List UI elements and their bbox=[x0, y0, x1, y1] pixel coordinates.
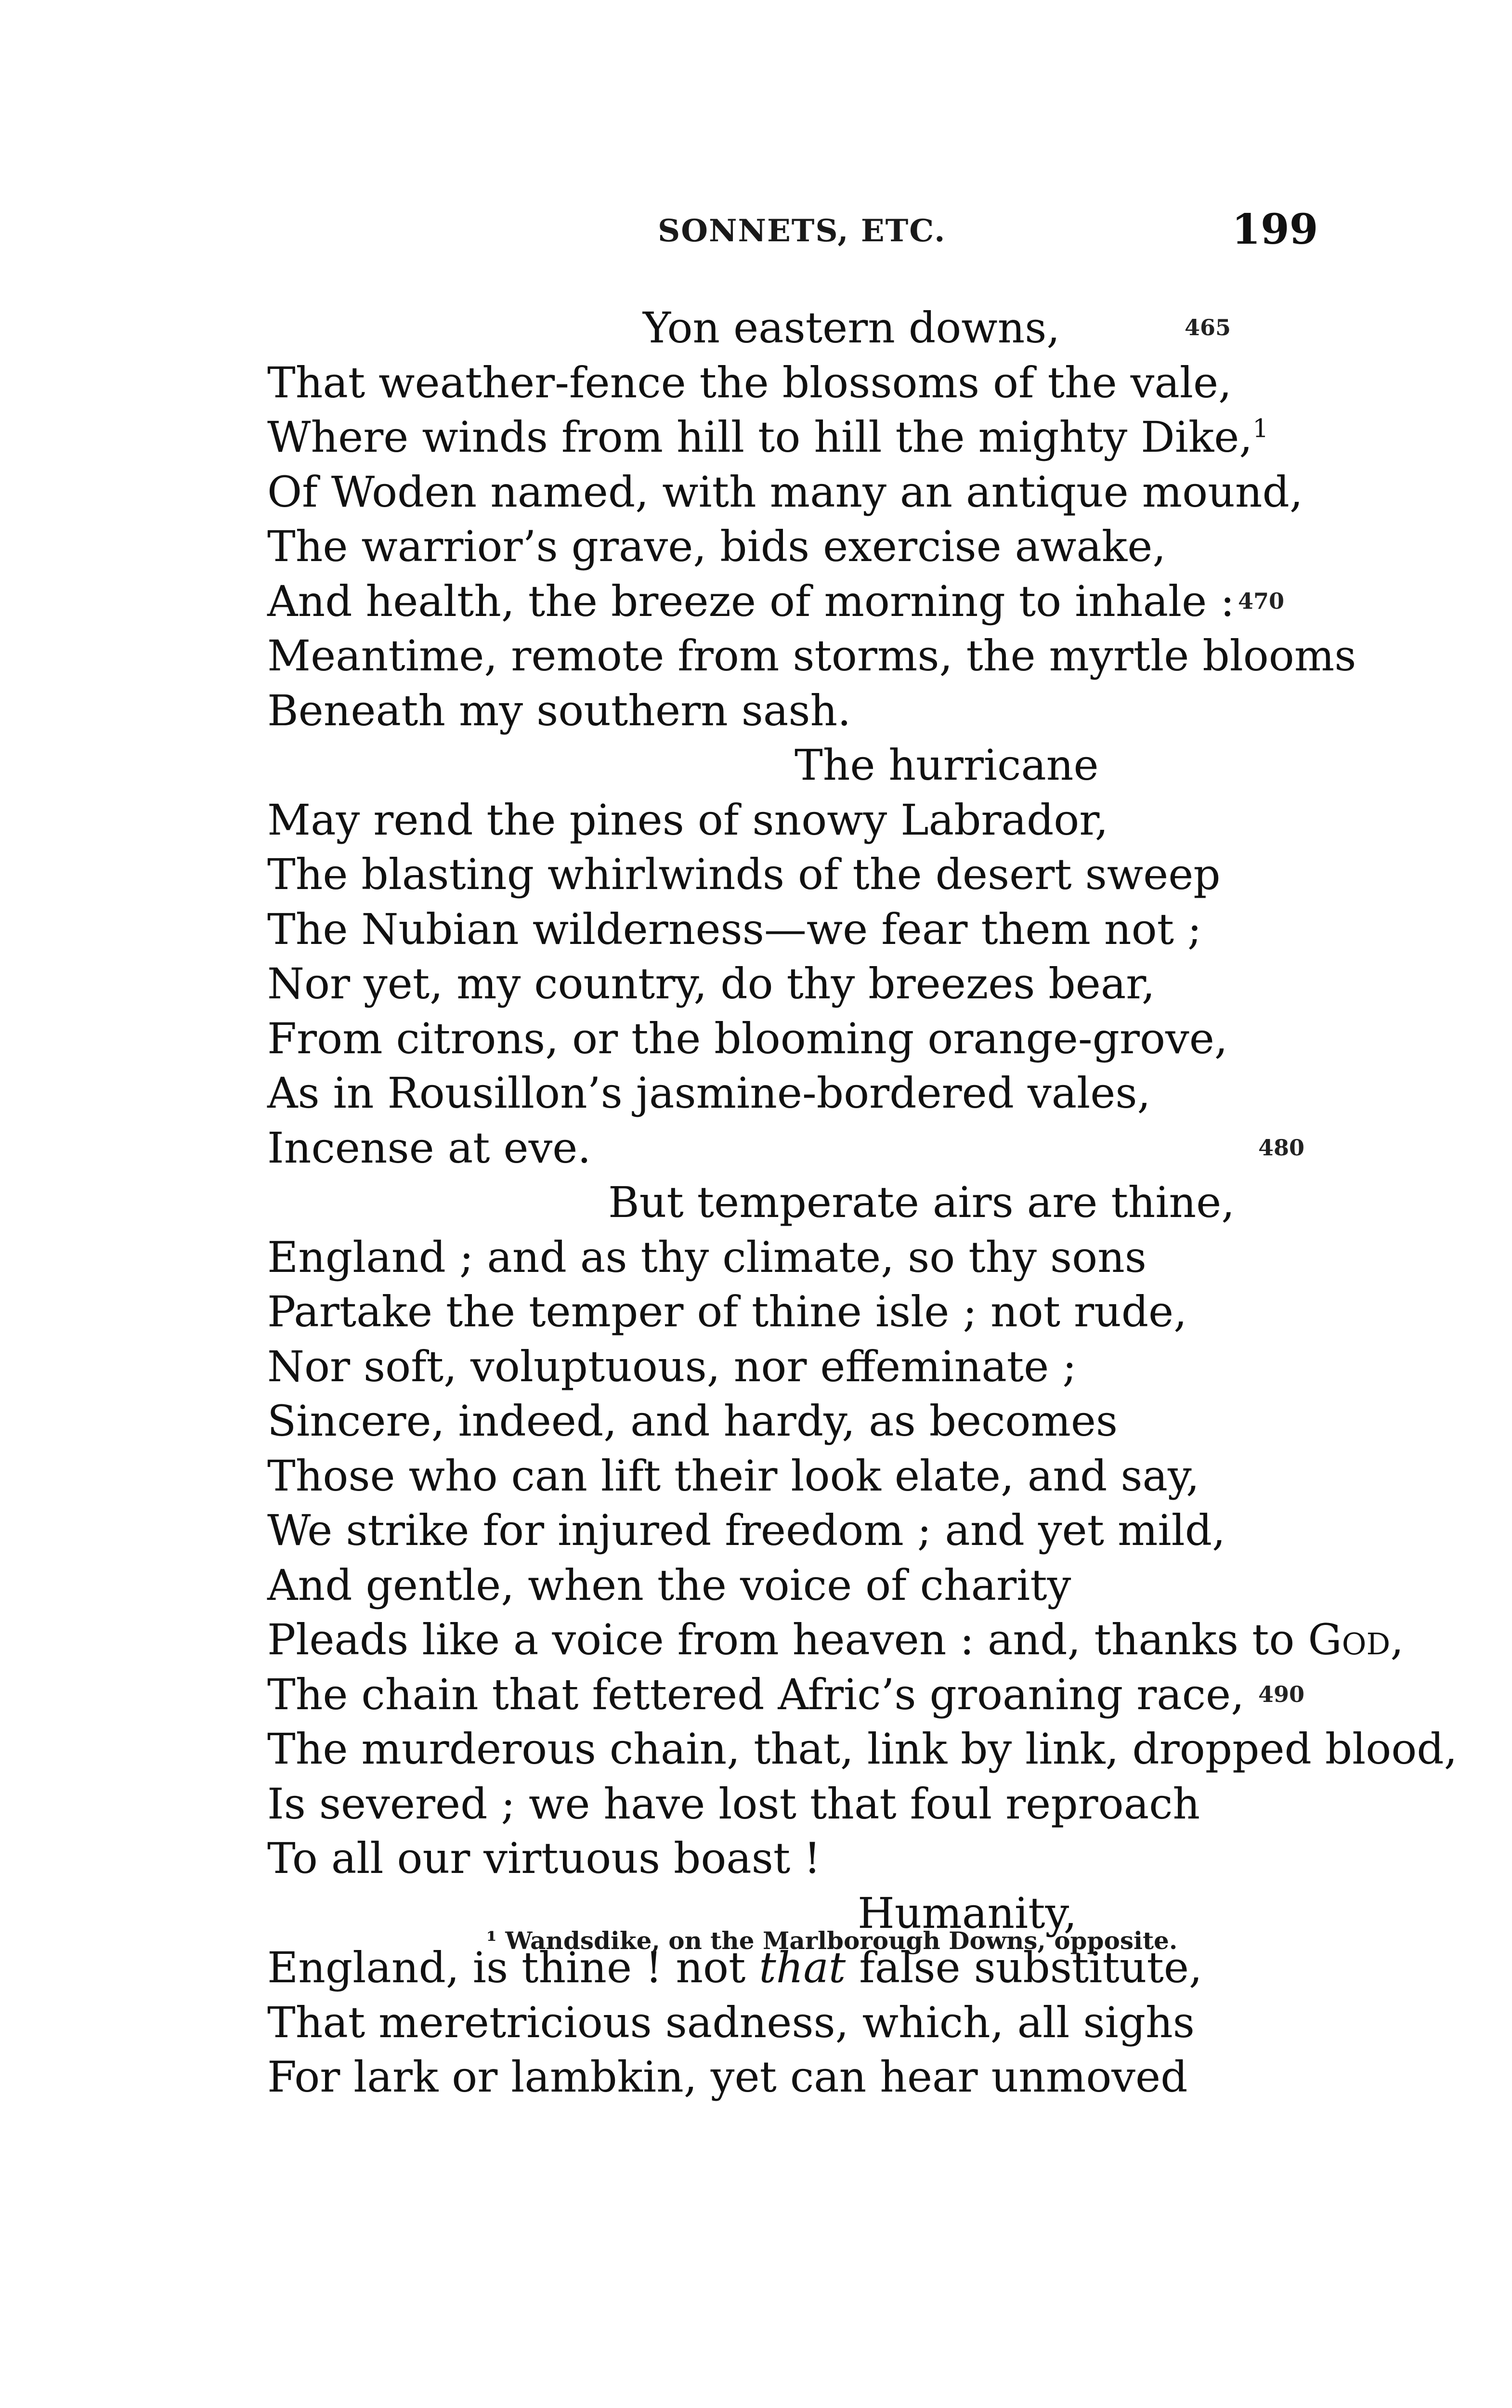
poem-line bbox=[267, 683, 1327, 738]
line-text: Those who can lift their look elate, and say, bbox=[267, 1451, 1199, 1501]
poem-body bbox=[267, 301, 1458, 2105]
poem-line bbox=[267, 1777, 1327, 1832]
line-text: Meantime, remote from storms, the myrtle blooms bbox=[267, 631, 1356, 681]
poem-line bbox=[267, 738, 1327, 793]
poem-line bbox=[267, 1612, 1404, 1667]
line-text: And health, the breeze of morning to inhale : bbox=[267, 576, 1235, 626]
poem-line bbox=[267, 1394, 1327, 1449]
line-number: 465 bbox=[1185, 314, 1231, 340]
line-text: Pleads like a voice from heaven : and, thanks to bbox=[267, 1615, 1295, 1664]
line-text: Humanity, bbox=[858, 1888, 1077, 1938]
line-text: Yon eastern downs, bbox=[643, 303, 1060, 353]
poem-line bbox=[267, 628, 1356, 683]
poem-line bbox=[267, 519, 1327, 574]
line-number: 470 bbox=[1238, 588, 1285, 614]
poem-line bbox=[267, 2050, 1327, 2105]
line-text: The chain that fettered Afric’s groaning race, bbox=[267, 1669, 1245, 1719]
line-text: Nor soft, voluptuous, nor effeminate ; bbox=[267, 1341, 1077, 1391]
poem-line bbox=[267, 1995, 1327, 2050]
poem-line bbox=[267, 1503, 1327, 1558]
small-caps-word: God bbox=[1308, 1615, 1391, 1664]
line-number: 490 bbox=[1258, 1681, 1305, 1707]
line-text: As in Rousillon’s jasmine-bordered vales, bbox=[267, 1068, 1151, 1118]
footnote: ¹ Wandsdike, on the Marlborough Downs, opposite. bbox=[486, 1926, 1178, 1955]
poem-line bbox=[267, 1722, 1458, 1777]
line-text-tail: , bbox=[1390, 1615, 1404, 1664]
poem-line bbox=[267, 1449, 1327, 1504]
line-text: We strike for injured freedom ; and yet mild, bbox=[267, 1505, 1226, 1555]
poem-line bbox=[267, 355, 1327, 410]
line-text-tail: false substitute, bbox=[846, 1943, 1202, 1992]
page-number: 199 bbox=[1232, 205, 1318, 254]
poem-line bbox=[267, 1121, 1327, 1176]
line-text: To all our virtuous boast ! bbox=[267, 1833, 821, 1883]
line-text: Is severed ; we have lost that foul reproach bbox=[267, 1779, 1200, 1829]
poem-line bbox=[267, 1667, 1327, 1722]
poem-line bbox=[267, 1284, 1327, 1339]
poem-line bbox=[267, 1339, 1327, 1394]
line-text: The Nubian wilderness—we fear them not ; bbox=[267, 904, 1202, 954]
poem-line bbox=[267, 1230, 1327, 1285]
poem-line bbox=[267, 956, 1327, 1011]
line-text: But temperate airs are thine, bbox=[608, 1178, 1235, 1227]
poem-line bbox=[267, 793, 1327, 848]
line-text: England ; and as thy climate, so thy sons bbox=[267, 1232, 1147, 1282]
poem-line bbox=[267, 574, 1327, 629]
line-text: May rend the pines of snowy Labrador, bbox=[267, 795, 1108, 845]
poem-line bbox=[267, 847, 1327, 902]
poem-line bbox=[267, 1831, 1327, 1886]
line-text: For lark or lambkin, yet can hear unmoved bbox=[267, 2052, 1188, 2102]
footnote-marker: 1 bbox=[1252, 414, 1269, 444]
italic-word: that bbox=[759, 1943, 846, 1992]
poem-line bbox=[267, 902, 1327, 957]
line-text: The murderous chain, that, link by link, dropped blood, bbox=[267, 1724, 1458, 1774]
line-text: Nor yet, my country, do thy breezes bear, bbox=[267, 959, 1155, 1008]
line-text: Beneath my southern sash. bbox=[267, 685, 851, 735]
line-text: Where winds from hill to hill the mighty Dike, bbox=[267, 412, 1253, 462]
poem-line bbox=[267, 1175, 1327, 1230]
line-text: The blasting whirlwinds of the desert sweep bbox=[267, 850, 1221, 899]
poem-line bbox=[267, 465, 1327, 520]
line-text: That meretricious sadness, which, all sighs bbox=[267, 1997, 1195, 2047]
poem-line bbox=[267, 301, 1327, 355]
line-text: From citrons, or the blooming orange-grove, bbox=[267, 1013, 1228, 1063]
line-text: Of Woden named, with many an antique mound, bbox=[267, 467, 1303, 517]
line-text: Sincere, indeed, and hardy, as becomes bbox=[267, 1396, 1118, 1446]
poem-line bbox=[267, 410, 1327, 465]
poem-line bbox=[267, 1011, 1327, 1066]
running-title: SONNETS, ETC. bbox=[658, 213, 946, 249]
line-text: The warrior’s grave, bids exercise awake, bbox=[267, 522, 1166, 571]
line-text: The hurricane bbox=[795, 740, 1099, 790]
line-text: And gentle, when the voice of charity bbox=[267, 1560, 1071, 1610]
line-text: Incense at eve. bbox=[267, 1123, 591, 1173]
poem-line bbox=[267, 1066, 1327, 1121]
line-text: That weather-fence the blossoms of the vale, bbox=[267, 357, 1232, 407]
line-text: England, is thine ! not bbox=[267, 1943, 746, 1992]
poem-line bbox=[267, 1558, 1327, 1613]
line-number: 480 bbox=[1258, 1134, 1305, 1161]
line-text: Partake the temper of thine isle ; not rude, bbox=[267, 1287, 1187, 1336]
